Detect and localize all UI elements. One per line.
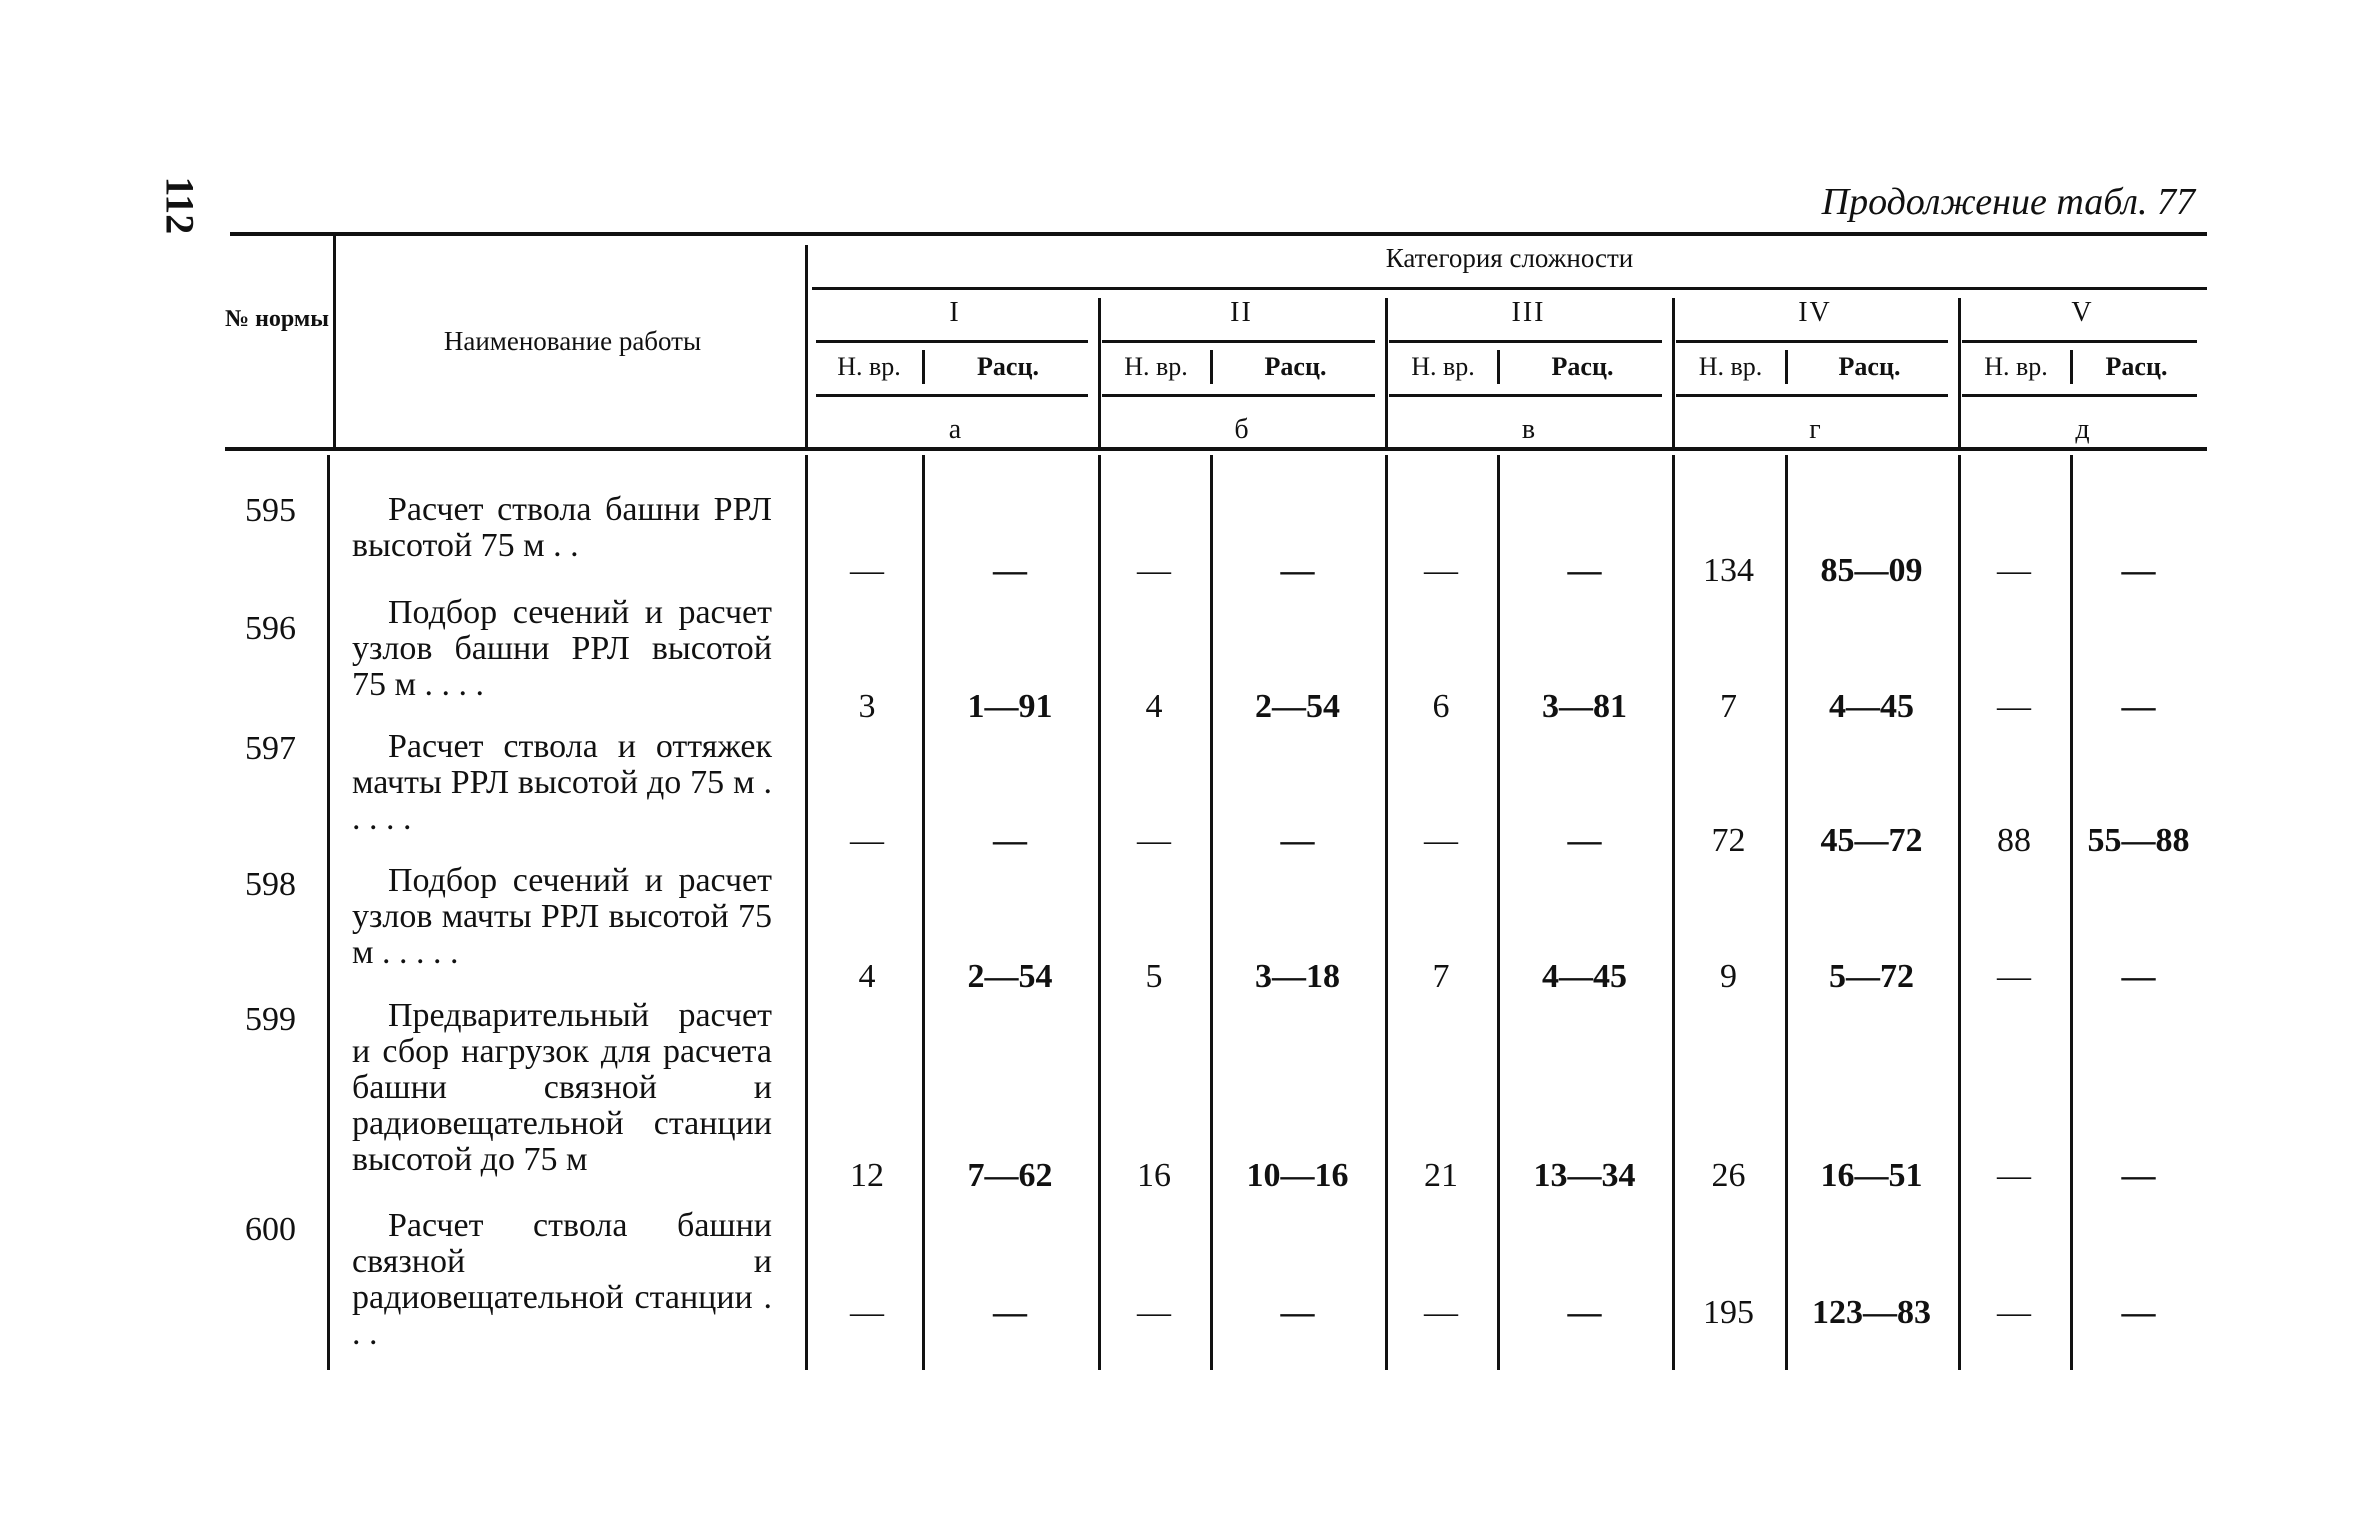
rate-cell: — bbox=[1280, 822, 1315, 859]
body-column-divider bbox=[2070, 455, 2073, 1370]
rate-cell: — bbox=[2121, 958, 2156, 995]
time-norm-cell: — bbox=[850, 1294, 884, 1331]
category-letter-5: д bbox=[2075, 414, 2090, 445]
work-name: Предварительный расчет и сбор нагрузок для расчета башни связной и радиовещательной станции высотой до 75 м bbox=[352, 997, 772, 1178]
category-split-1 bbox=[922, 350, 925, 384]
norm-number: 600 bbox=[245, 1211, 296, 1248]
rate-cell: 13—34 bbox=[1533, 1157, 1636, 1194]
norm-number: 598 bbox=[245, 866, 296, 903]
category-roman-5: V bbox=[2071, 297, 2094, 328]
rate-cell: — bbox=[2121, 552, 2156, 589]
category-split-4 bbox=[1785, 350, 1788, 384]
category-letter-3: в bbox=[1521, 414, 1536, 445]
body-column-divider bbox=[1672, 455, 1675, 1370]
body-column-divider bbox=[1785, 455, 1788, 1370]
rate-cell: 45—72 bbox=[1820, 822, 1923, 859]
rate-cell: — bbox=[1567, 1294, 1602, 1331]
category-nvr-1: Н. вр. bbox=[837, 352, 901, 381]
category-rasc-5: Расц. bbox=[2105, 352, 2168, 381]
num-column-header bbox=[222, 305, 332, 333]
category-rule bbox=[812, 287, 2207, 290]
time-norm-cell: — bbox=[850, 822, 884, 859]
category-group-divider-3 bbox=[1672, 298, 1675, 448]
body-column-divider bbox=[1958, 455, 1961, 1370]
rate-cell: — bbox=[2121, 688, 2156, 725]
category-rasc-1: Расц. bbox=[977, 352, 1039, 381]
category-letter-1: а bbox=[948, 414, 962, 445]
rate-cell: 3—18 bbox=[1255, 958, 1340, 995]
category-split-5 bbox=[2070, 350, 2073, 384]
body-column-divider bbox=[1385, 455, 1388, 1370]
category-roman-3: III bbox=[1511, 297, 1546, 328]
time-norm-cell: — bbox=[1997, 1294, 2031, 1331]
time-norm-cell: — bbox=[1424, 552, 1458, 589]
time-norm-cell: — bbox=[850, 552, 884, 589]
work-name: Подбор сечений и расчет узлов башни РРЛ высотой 75 м . . . . bbox=[352, 594, 772, 703]
category-nvr-2: Н. вр. bbox=[1124, 352, 1188, 381]
category-split-2 bbox=[1210, 350, 1213, 384]
time-norm-cell: — bbox=[1997, 958, 2031, 995]
rate-cell: 85—09 bbox=[1820, 552, 1923, 589]
time-norm-cell: 26 bbox=[1711, 1157, 1746, 1194]
category-group-divider-2 bbox=[1385, 298, 1388, 448]
time-norm-cell: 7 bbox=[1432, 958, 1450, 995]
time-norm-cell: 3 bbox=[858, 688, 876, 725]
rate-cell: — bbox=[1280, 1294, 1315, 1331]
body-divider-name bbox=[805, 455, 808, 1370]
rate-cell: — bbox=[2121, 1157, 2156, 1194]
rate-cell: — bbox=[2121, 1294, 2156, 1331]
header-divider-num bbox=[333, 235, 336, 447]
body-column-divider bbox=[1210, 455, 1213, 1370]
category-letter-4: г bbox=[1809, 414, 1821, 445]
rate-cell: — bbox=[993, 552, 1027, 589]
category-nvr-3: Н. вр. bbox=[1411, 352, 1475, 381]
time-norm-cell: — bbox=[1424, 1294, 1458, 1331]
category-nvr-4: Н. вр. bbox=[1698, 352, 1763, 381]
category-group-divider-4 bbox=[1958, 298, 1961, 448]
body-column-divider bbox=[922, 455, 925, 1370]
category-letter-2: б bbox=[1234, 414, 1249, 445]
time-norm-cell: 12 bbox=[850, 1157, 884, 1194]
norm-number: 599 bbox=[245, 1001, 296, 1038]
norm-number: 597 bbox=[245, 730, 296, 767]
work-name: Расчет ствола и оттяжек мачты РРЛ высотой до 75 м . . . . . bbox=[352, 728, 772, 837]
time-norm-cell: — bbox=[1997, 552, 2031, 589]
work-name: Подбор сечений и расчет узлов мачты РРЛ высотой 75 м . . . . . bbox=[352, 862, 772, 971]
time-norm-cell: — bbox=[1137, 552, 1171, 589]
category-rasc-4: Расц. bbox=[1838, 352, 1901, 381]
category-subrule-2 bbox=[1102, 340, 1375, 343]
page-number: 112 bbox=[157, 176, 203, 235]
time-norm-cell: 88 bbox=[1997, 822, 2031, 859]
category-roman-4: IV bbox=[1798, 297, 1832, 328]
time-norm-cell: 4 bbox=[858, 958, 876, 995]
time-norm-cell: 5 bbox=[1145, 958, 1163, 995]
category-nvr-5: Н. вр. bbox=[1984, 352, 2048, 381]
rate-cell: 5—72 bbox=[1829, 958, 1914, 995]
rate-cell: 123—83 bbox=[1812, 1294, 1931, 1331]
time-norm-cell: — bbox=[1424, 822, 1458, 859]
body-divider-num bbox=[327, 455, 330, 1370]
time-norm-cell: 16 bbox=[1137, 1157, 1171, 1194]
rate-cell: — bbox=[993, 1294, 1027, 1331]
time-norm-cell: — bbox=[1997, 1157, 2031, 1194]
rate-cell: 3—81 bbox=[1542, 688, 1627, 725]
category-roman-2: II bbox=[1230, 297, 1253, 328]
header-divider-name bbox=[805, 245, 808, 449]
time-norm-cell: — bbox=[1137, 822, 1171, 859]
rate-cell: 1—91 bbox=[967, 688, 1053, 725]
time-norm-cell: 72 bbox=[1711, 822, 1746, 859]
category-rasc-2: Расц. bbox=[1264, 352, 1327, 381]
category-unitrule-4 bbox=[1676, 394, 1948, 397]
category-unitrule-1 bbox=[816, 394, 1088, 397]
rate-cell: 55—88 bbox=[2087, 822, 2190, 859]
category-unitrule-2 bbox=[1102, 394, 1375, 397]
body-column-divider bbox=[1497, 455, 1500, 1370]
work-name: Расчет ствола башни связной и радиовещательной станции . . . bbox=[352, 1207, 772, 1352]
header-bottom-rule bbox=[225, 447, 2207, 451]
name-column-header: Наименование работы bbox=[443, 326, 702, 356]
norm-number: 595 bbox=[245, 492, 296, 529]
time-norm-cell: 21 bbox=[1424, 1157, 1458, 1194]
rate-cell: — bbox=[1567, 822, 1602, 859]
rate-cell: 10—16 bbox=[1246, 1157, 1349, 1194]
time-norm-cell: 7 bbox=[1720, 688, 1737, 725]
category-subrule-5 bbox=[1962, 340, 2197, 343]
category-unitrule-5 bbox=[1962, 394, 2197, 397]
category-roman-1: I bbox=[949, 297, 961, 328]
category-subrule-4 bbox=[1676, 340, 1948, 343]
rate-cell: 16—51 bbox=[1820, 1157, 1923, 1194]
category-split-3 bbox=[1497, 350, 1500, 384]
time-norm-cell: 134 bbox=[1703, 552, 1754, 589]
category-unitrule-3 bbox=[1389, 394, 1662, 397]
time-norm-cell: — bbox=[1997, 688, 2031, 725]
rate-cell: 2—54 bbox=[1255, 688, 1340, 725]
rate-cell: 4—45 bbox=[1542, 958, 1627, 995]
top-rule bbox=[230, 232, 2207, 236]
time-norm-cell: — bbox=[1137, 1294, 1171, 1331]
body-column-divider bbox=[1098, 455, 1101, 1370]
time-norm-cell: 9 bbox=[1720, 958, 1737, 995]
num-column-label: № нормы bbox=[224, 306, 329, 332]
time-norm-cell: 195 bbox=[1703, 1294, 1754, 1331]
rate-cell: 7—62 bbox=[967, 1157, 1053, 1194]
time-norm-cell: 4 bbox=[1145, 688, 1163, 725]
norm-number: 596 bbox=[245, 610, 296, 647]
category-subrule-1 bbox=[816, 340, 1088, 343]
table-caption: Продолжение табл. 77 bbox=[1821, 181, 2195, 223]
category-rasc-3: Расц. bbox=[1551, 352, 1614, 381]
category-title: Категория сложности bbox=[1385, 243, 1634, 273]
time-norm-cell: 6 bbox=[1432, 688, 1450, 725]
rate-cell: 4—45 bbox=[1829, 688, 1914, 725]
work-name: Расчет ствола башни РРЛ высотой 75 м . . bbox=[352, 491, 772, 564]
rate-cell: — bbox=[993, 822, 1027, 859]
rate-cell: 2—54 bbox=[967, 958, 1053, 995]
category-subrule-3 bbox=[1389, 340, 1662, 343]
rate-cell: — bbox=[1280, 552, 1315, 589]
category-group-divider-1 bbox=[1098, 298, 1101, 448]
rate-cell: — bbox=[1567, 552, 1602, 589]
